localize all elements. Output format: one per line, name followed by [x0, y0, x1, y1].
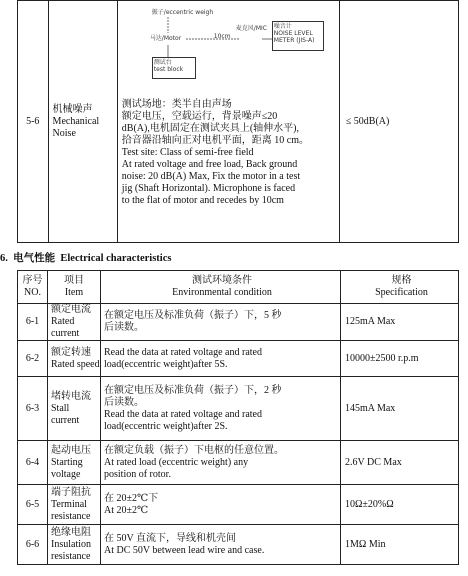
row-item [48, 1, 117, 243]
condition-text: 测试场地：类半自由声场 额定电压，空载运行，背景噪声≤20 dB(A),电机固定在测试夹具上(轴伸水平), 拾音器沿轴向正对电机平面，距离 10 cm。 Test site: Class of semi-free field At rated voltage and free load, Back ground noise: 20 dB(A) Max, Fix the motor in a test jig (Shaft Horizontal). Microphone is faced to the flat of motor and recedes by 10cm [121, 99, 310, 206]
row-spec: ≤ 50dB(A) [339, 1, 458, 243]
item-en: Mechanical Noise [52, 115, 100, 139]
mic-label: 麦克风/MIC [235, 25, 267, 32]
header-condition: 测试环境条件 Environmental condition [101, 271, 341, 304]
noise-test-diagram [122, 5, 322, 87]
motor-label: 马达/Motor [149, 35, 182, 42]
mechanical-noise-table [17, 0, 459, 243]
row-condition [117, 1, 339, 243]
header-item: 项目 Item [48, 271, 101, 304]
test-block-box: 测试台 test block [152, 57, 196, 79]
electrical-characteristics-table [17, 270, 459, 565]
table-row: 6-3 堵转电流 Stall current 在额定电压及标准负荷（振子）下，2 秒 后读数。 Read the data at rated voltage and rated load(eccentric weight)after 2S. 145mA Max [18, 377, 459, 441]
row-number: 5-6 [18, 1, 49, 243]
table-row: 6-6 绝缘电阻 Insulation resistance 在 50V 直流下，导线和机壳间 At DC 50V between lead wire and case. 1MΩ Min [18, 525, 459, 565]
table-row: 6-4 起动电压 Starting voltage 在额定负载（振子）下电枢的任意位置。 At rated load (eccentric weight) any position of rotor. 2.6V DC Max [18, 441, 459, 485]
vibrator-label: 振子/eccentric weigh [151, 9, 214, 16]
distance-label: 10cm [213, 33, 231, 40]
table-row: 6-5 端子阻抗 Terminal resistance 在 20±2℃下 At 20±2℃ 10Ω±20%Ω [18, 485, 459, 525]
table-header-row [18, 271, 459, 304]
header-spec: 规格 Specification [341, 271, 459, 304]
table-row: 6-1 额定电流 Rated current 在额定电压及标准负荷（振子）下，5 秒 后读数。 125mA Max [18, 304, 459, 341]
table-row: 6-2 额定转速 Rated speed Read the data at rated voltage and rated load(eccentric weight)after 5S. 10000±2500 r.p.m [18, 341, 459, 377]
item-cn: 机械噪声 [52, 103, 93, 115]
header-no: 序号 NO. [18, 271, 48, 304]
section-heading: 6. 电气性能 Electrical characteristics [0, 253, 172, 264]
noise-meter-box: 噪音计 NOISE LEVEL METER (JIS-A) [272, 21, 324, 51]
table-row [18, 1, 459, 243]
